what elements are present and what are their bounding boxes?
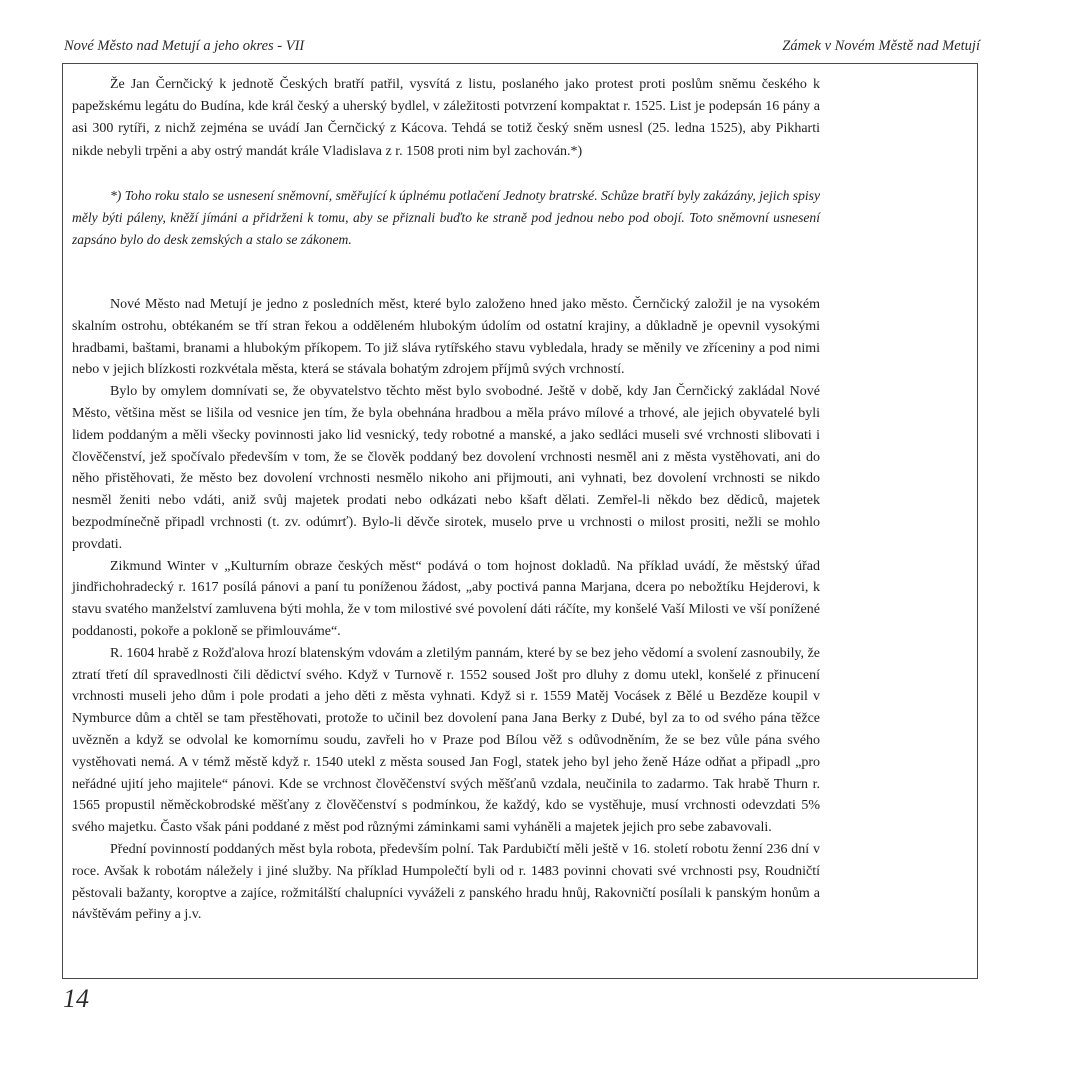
page-number: 14 (63, 984, 89, 1013)
body-paragraph: Bylo by omylem domnívati se, že obyvatelstvo těchto měst bylo svobodné. Ještě v době, kdy Jan Černčický zakládal Nové Město, většina měst se lišila od vesnice jen tím, že byla obehnána hradbou a měla právo mílové a trhové, ale jejich obyvatelé byli lidem poddaným a měli všecky povinnosti jako lid vesnický, tedy robotné a manské, a jako sedláci museli své vrchnosti slibovati i člověčenství, jež spočívalo především v tom, že se člověk poddaný bez dovolení vrchnosti nesměl ani z města vystěhovati, ani do něho přistěhovati, že město bez dovolení vrchnosti nesmělo nikoho ani přijmouti, ani vyhnati, bez dovolení vrchnosti se nikdo nesměl ženiti nebo vdáti, aniž svůj majetek prodati nebo odkázati nebo kšaft dělati. Zemřel-li někdo bez dědiců, majetek bezpodmínečně připadl vrchnosti (t. zv. odúmrť). Bylo-li děvče sirotek, muselo prve u vrchnosti o milost prositi, nežli se mohlo provdati. (72, 384, 820, 552)
running-header (64, 38, 980, 55)
body-paragraph: Zikmund Winter v „Kulturním obraze českých měst“ podává o tom hojnost dokladů. Na příklad uvádí, že městský úřad jindřichohradecký r. 1617 posílá pánovi a paní tu poníženou žádost, „aby poctivá panna Marjana, dcera po nebožtíku Hejderovi, k stavu svatého manželství zamluvena býti mohla, že v tom milostivé své povolení dáti ráčíte, my konšelé Vaší Milosti ve vší ponížené poddanosti, pokoře a pokloně se přimlouváme“. (72, 558, 820, 639)
body-paragraph: Přední povinností poddaných měst byla robota, především polní. Tak Pardubičtí měli ještě v 16. století robotu ženní 236 dní v roce. Avšak k robotám náležely i jiné služby. Na příklad Humpolečtí byli od r. 1483 povinni chovati své vrchnosti psy, Roudničtí pěstovali bažanty, koroptve a zajíce, rožmitálští chalupníci vyváželi z panského hradu hnůj, Rakovničtí posílali k panským honům a návštěvám peřiny a j.v. (72, 841, 820, 923)
body-paragraph: Nové Město nad Metují je jedno z posledních měst, které bylo založeno hned jako město. Černčický založil je na vysokém skalním ostrohu, obtékaném se tří stran řekou a odděleném hlubokým údolím od ostatní krajiny, a důkladně je opevnil vysokými hradbami, baštami, branami a hlubokým příkopem. To již sláva rytířského stavu vybledala, hrady se měnily ve zříceniny a pod nimi nebo v jejich blízkosti rozkvétala města, která se stávala bohatým zdrojem příjmů svých vrchností. (72, 297, 820, 378)
running-header-right: Zámek v Novém Městě nad Metují (782, 38, 980, 54)
intro-block (72, 74, 820, 163)
footnote-paragraph: *) Toho roku stalo se usnesení sněmovní, směřující k úplnému potlačení Jednoty bratrské. Schůze bratří byly zakázány, jejich spisy měly býti páleny, kněží jímáni a přidrženi k tomu, aby se přiznali buďto ke straně pod jednou nebo pod obojí. Toto sněmovní usnesení zapsáno bylo do desk zemských a stalo se zákonem. (72, 188, 820, 247)
body-paragraph: R. 1604 hrabě z Rožďalova hrozí blatenským vdovám a zletilým pannám, které by se bez jeho vědomí a svolení zasnoubily, že ztratí třetí díl spravedlnosti čili dědictví svého. Když v Turnově r. 1552 soused Jošt pro dluhy z domu utekl, konšelé z přinucení vrchnosti museli jeho dům i pole prodati a jeho děti z města vyhnati. Když si r. 1559 Matěj Vocásek z Bělé u Bezděze koupil v Nymburce dům a chtěl se tam přestěhovati, protože to učinil bez dovolení pana Jana Berky z Dubé, byl za to od svého pána těžce uvězněn a když se odvolal ke komornímu soudu, zavřeli ho v Praze pod Bílou věž s odůvodněním, že se bez vůle pána svého vystěhovati nemá. A v témž městě když r. 1540 utekl z města soused Jan Fogl, statek jeho byl jeho ženě Háze odňat a připadl „pro neřádné ujití jeho majitele“ pánovi. Kde se vrchnost člověčenství svých měšťanů vzdala, neučinila to zadarmo. Tak hrabě Thurn r. 1565 propustil něměckobrodské měšťany z člověčenství s podmínkou, že každý, kdo se vystěhuje, musí vrchnosti odevzdati 5% svého majetku. Často však páni poddané z měst pod různými záminkami sami vyháněli a majetek jejich pro sebe zabavovali. (72, 645, 820, 836)
body-text (72, 294, 820, 926)
running-header-left: Nové Město nad Metují a jeho okres - VII (64, 38, 305, 54)
footnote-block (72, 185, 820, 251)
intro-paragraph: Že Jan Černčický k jednotě Českých bratří patřil, vysvítá z listu, poslaného jako protest proti poslům sněmu českého k papežskému legátu do Budína, kde král český a uherský bydlel, v záležitosti potvrzení kompaktat r. 1525. List je podepsán 16 pány a asi 300 rytíři, z nichž zejména se uvádí Jan Černčický z Kácova. Tehdá se totiž český sněm usnesl (25. ledna 1525), aby Pikharti nikde nebyli trpěni a aby ostrý mandát krále Vladislava z r. 1508 proti nim byl zachován.*) (72, 77, 820, 159)
